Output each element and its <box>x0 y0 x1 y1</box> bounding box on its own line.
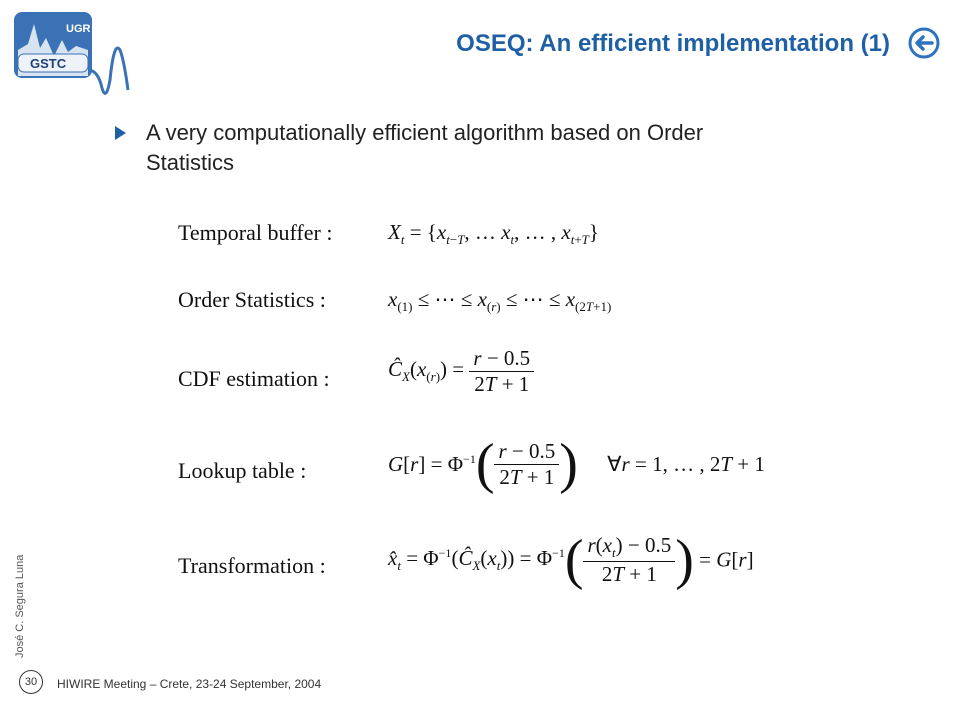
cdf-estimation-label: CDF estimation : <box>178 366 330 391</box>
logo-wave-decoration <box>88 30 148 110</box>
author-name: José C. Segura Luna <box>14 554 26 658</box>
back-button[interactable] <box>908 27 940 59</box>
gstc-logo <box>12 10 94 80</box>
lookup-table-formula: $G[r] = \Phi^{-1}$( $\frac{r - 0.5}{2T + 1}$ ) ∀r = 1, … , 2T + 1 <box>388 433 765 495</box>
bullet-text-line2: Statistics <box>146 150 235 175</box>
equation-temporal-buffer <box>178 220 388 246</box>
slide-title: OSEQ: An efficient implementation (1) <box>456 30 890 57</box>
lookup-table-label: Lookup table : <box>178 458 307 483</box>
equation-lookup-table <box>178 458 388 484</box>
back-arrow-icon <box>908 27 940 59</box>
logo-graphic <box>12 10 94 80</box>
bullet-item <box>115 118 875 178</box>
order-statistics-formula: $x_{(1)}$ ≤ ⋯ ≤ $x_{(r)}$ ≤ ⋯ ≤ $x_{(2T+1)}$ <box>388 287 612 315</box>
order-statistics-label: Order Statistics : <box>178 287 326 312</box>
temporal-buffer-formula: $X_t = \{x_{t-T}$, … $x_t$, … , $x_{t+T}$} <box>388 220 599 248</box>
bullet-arrow-icon <box>115 126 126 140</box>
svg-text:GSTC: GSTC <box>30 56 67 71</box>
bullet-text-line1: A very computationally efficient algorithm based on Order <box>146 120 704 145</box>
equation-cdf-estimation <box>178 366 388 392</box>
temporal-buffer-label: Temporal buffer : <box>178 220 333 245</box>
footer-text: HIWIRE Meeting – Crete, 23-24 September, 2004 <box>57 677 322 691</box>
page-number: 30 <box>19 670 43 694</box>
transformation-label: Transformation : <box>178 553 326 578</box>
equation-order-statistics <box>178 287 388 313</box>
transformation-formula: $x̂_t$ = $\Phi^{-1}(Ĉ_X(x_t)) = \Phi^{-1}$( $\frac{r(x_t) - 0.5}{2T + 1}$ ) = G[r] <box>388 529 754 591</box>
equation-transformation <box>178 553 388 579</box>
svg-text:UGR: UGR <box>66 23 91 35</box>
cdf-estimation-formula: $Ĉ_X(x_{(r)})$ = $\frac{r - 0.5}{2T + 1}$ <box>388 346 534 397</box>
